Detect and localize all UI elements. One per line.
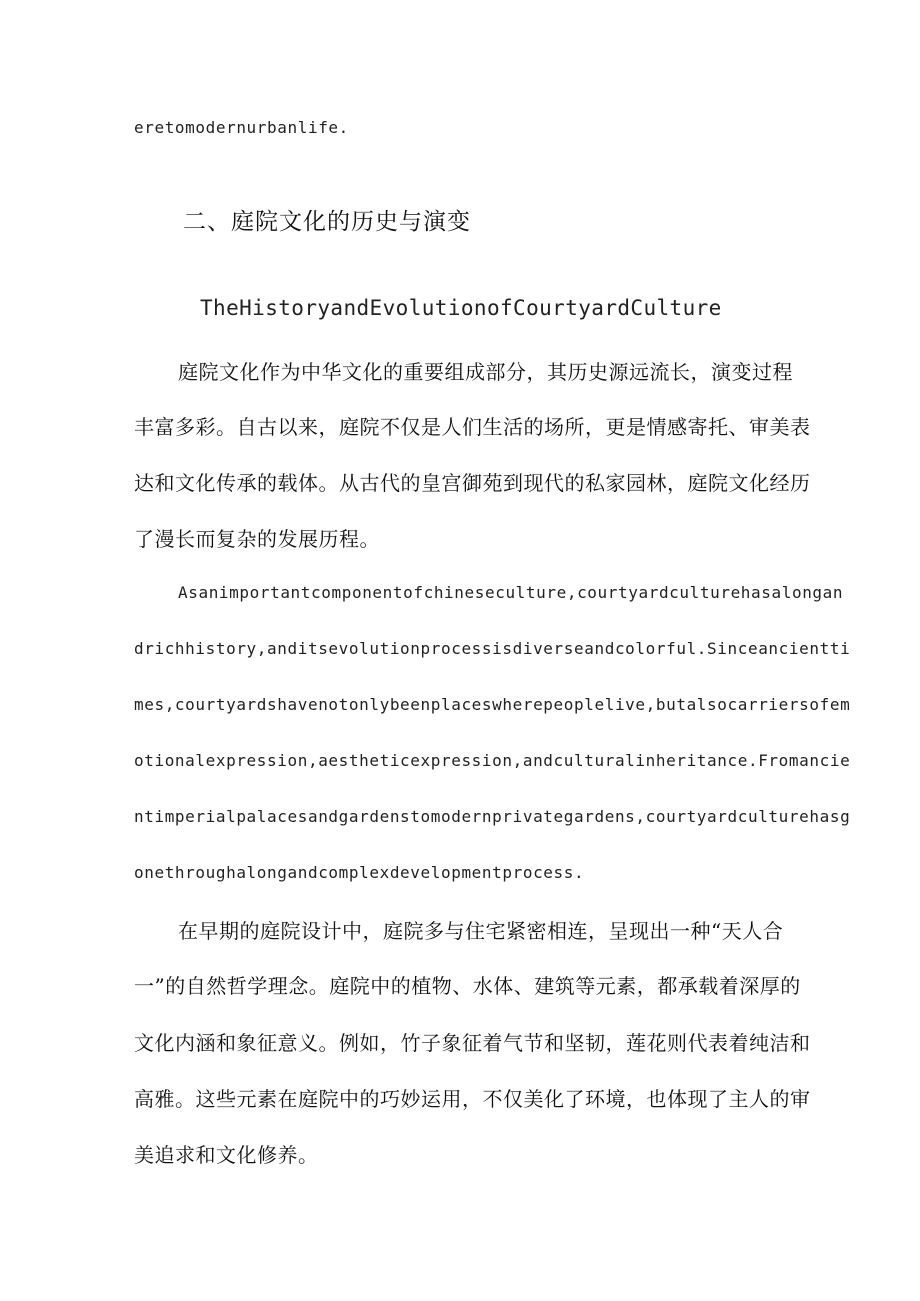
paragraph-line: 文化内涵和象征意义。例如，竹子象征着气节和坚韧，莲花则代表着纯洁和	[134, 1031, 811, 1055]
paragraph-line: 达和文化传承的载体。从古代的皇宫御苑到现代的私家园林，庭院文化经历	[134, 471, 811, 495]
paragraph-line: ntimperialpalacesandgardenstomodernprivategardens,courtyardculturehasg	[134, 807, 851, 826]
paragraph-line: 高雅。这些元素在庭院中的巧妙运用，不仅美化了环境，也体现了主人的审	[134, 1087, 811, 1111]
paragraph-line: 庭院文化作为中华文化的重要组成部分，其历史源远流长，演变过程	[178, 360, 793, 384]
paragraph-line: 了漫长而复杂的发展历程。	[134, 527, 380, 551]
section-heading-cn: 二、庭院文化的历史与演变	[183, 209, 471, 235]
paragraph-line: mes,courtyardshavenotonlybeenplaceswherepeoplelive,butalsocarriersofem	[134, 695, 851, 714]
paragraph-line: 在早期的庭院设计中，庭院多与住宅紧密相连，呈现出一种“天人合	[178, 919, 784, 943]
paragraph-line: otionalexpression,aestheticexpression,andculturalinheritance.Fromancie	[134, 751, 851, 770]
paragraph-line: onethroughalongandcomplexdevelopmentprocess.	[134, 863, 585, 882]
paragraph-line: drichhistory,anditsevolutionprocessisdiverseandcolorful.Sinceancientti	[134, 639, 851, 658]
paragraph-line: 丰富多彩。自古以来，庭院不仅是人们生活的场所，更是情感寄托、审美表	[134, 415, 811, 439]
paragraph-line: 一”的自然哲学理念。庭院中的植物、水体、建筑等元素，都承载着深厚的	[134, 974, 801, 998]
paragraph-line: Asanimportantcomponentofchineseculture,courtyardculturehasalongan	[178, 583, 844, 602]
continuation-line: eretomodernurbanlife.	[134, 118, 349, 137]
paragraph-line: 美追求和文化修养。	[134, 1143, 319, 1167]
section-heading-en: TheHistoryandEvolutionofCourtyardCulture	[200, 296, 722, 320]
